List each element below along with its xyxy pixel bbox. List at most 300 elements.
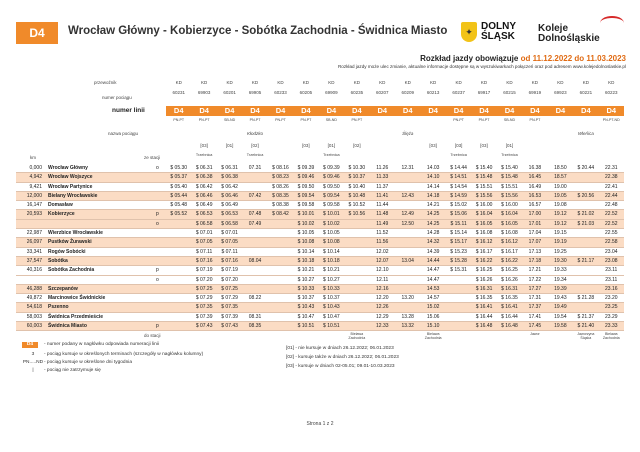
- legend-days-item: [22, 360, 132, 365]
- carrier-cell: KD: [201, 80, 208, 85]
- train-number-cell: 60215: [503, 90, 516, 95]
- line-number-cell: D4: [402, 106, 413, 115]
- time-cell: $ 10.01: [297, 211, 315, 218]
- time-cell: 19.33: [554, 267, 567, 274]
- line-number-cell: D4: [606, 106, 617, 115]
- time-cell: 23.33: [605, 323, 618, 330]
- time-cell: $ 10.08: [323, 239, 340, 246]
- time-cell: $ 10.40: [348, 183, 366, 190]
- time-cell: 17.45: [528, 323, 542, 330]
- time-cell: 14.53: [426, 285, 440, 292]
- time-cell: 23.11: [605, 276, 618, 283]
- timetable-subheader: [16, 140, 624, 164]
- time-cell: 12.16: [376, 285, 389, 292]
- time-cell: $ 16.00: [501, 202, 518, 209]
- train-number-cell: 60221: [579, 90, 593, 95]
- time-cell: $ 21.40: [577, 323, 595, 330]
- table-row: [16, 201, 624, 210]
- time-cell: $ 10.51: [323, 323, 340, 330]
- carrier-cell: KD: [328, 80, 335, 85]
- page-number: Strona 1 z 2: [306, 421, 334, 427]
- days-cell: PN-PT: [300, 118, 312, 122]
- legend-nostop-symbol: |: [32, 368, 34, 373]
- time-cell: $ 07.35: [221, 304, 238, 311]
- time-cell: $ 09.58: [323, 202, 340, 209]
- line-number-cell: D4: [428, 106, 438, 115]
- carrier-cell: KD: [582, 80, 589, 85]
- km-cell: 0,000: [29, 165, 42, 171]
- note-cell: [02]: [251, 143, 259, 148]
- time-cell: $ 07.16: [221, 257, 238, 264]
- time-cell: $ 07.05: [221, 239, 238, 246]
- train-number-cell: 60235: [350, 90, 364, 95]
- time-cell: 08.31: [248, 313, 262, 320]
- time-cell: 11.49: [376, 220, 389, 227]
- time-cell: $ 08.42: [272, 211, 289, 218]
- time-cell: 14.25: [426, 220, 440, 227]
- table-row: [16, 173, 624, 182]
- time-cell: $ 15.17: [450, 239, 467, 246]
- time-cell: $ 16.41: [475, 304, 493, 311]
- table-row: [16, 164, 624, 173]
- time-cell: $ 16.00: [475, 202, 493, 209]
- time-cell: 13.32: [401, 323, 414, 330]
- time-cell: $ 10.05: [297, 230, 315, 237]
- carrier-cell: KD: [302, 80, 310, 85]
- from-station-label: ze stacji: [144, 155, 161, 160]
- carrier-cell: KD: [379, 80, 386, 85]
- time-cell: $ 07.25: [195, 285, 213, 292]
- station-name: Marcinowice Świdnickie: [48, 295, 106, 302]
- time-cell: $ 07.43: [195, 323, 213, 330]
- time-cell: $ 08.16: [272, 165, 289, 171]
- time-cell: 11.56: [376, 239, 389, 246]
- train-number-cell: 60201: [223, 90, 236, 95]
- line-number-cell: D4: [479, 106, 489, 115]
- km-cell: 54,618: [26, 304, 42, 311]
- time-cell: $ 16.26: [475, 276, 493, 283]
- time-cell: 14.44: [426, 257, 440, 264]
- time-cell: 22.41: [605, 183, 618, 190]
- time-cell: $ 07.16: [195, 257, 213, 264]
- time-cell: $ 08.26: [272, 183, 289, 190]
- carrier-cell: KD: [455, 80, 462, 85]
- carrier-cell: KD: [251, 80, 259, 85]
- time-cell: $ 05.30: [170, 165, 188, 171]
- time-cell: 23.08: [605, 257, 618, 264]
- arrival-departure-mark: p: [156, 323, 159, 330]
- time-cell: 16.49: [528, 183, 542, 190]
- line-badge: D4: [16, 22, 58, 44]
- time-cell: 17.31: [528, 295, 542, 302]
- time-cell: 08.22: [248, 295, 262, 302]
- train-name-cell: Ślęża: [402, 131, 414, 136]
- note-cell: [01]: [225, 143, 234, 148]
- time-cell: 14.47: [426, 276, 440, 283]
- train-number-cell: 69919: [528, 90, 542, 95]
- legend-line-badge: D4: [22, 342, 38, 348]
- time-cell: $ 16.48: [475, 323, 493, 330]
- dolny-slask-logo: [461, 22, 516, 42]
- time-cell: $ 21.28: [577, 295, 595, 302]
- time-cell: $ 10.27: [323, 276, 340, 283]
- line-number-cell: D4: [377, 106, 388, 115]
- time-cell: 23.29: [605, 313, 618, 320]
- service-cell: Trzebnica: [501, 153, 518, 157]
- line-number-cell: D4: [224, 106, 235, 115]
- legend-days-symbol: PN.....ND: [22, 360, 44, 365]
- time-cell: 16.38: [528, 165, 542, 171]
- station-name: Wrocław Wojszyce: [48, 174, 93, 181]
- station-name: Sobótka: [48, 257, 68, 264]
- time-cell: $ 16.17: [475, 248, 493, 255]
- time-cell: $ 06.53: [221, 211, 238, 218]
- carrier-cell: KD: [175, 80, 182, 85]
- station-name: Świdnica Przedmieście: [48, 313, 104, 320]
- time-cell: $ 10.08: [297, 239, 315, 246]
- legend-days-text: - pociąg kursuje w określone dni tygodnia: [44, 360, 132, 365]
- time-cell: 07.49: [248, 220, 262, 227]
- time-cell: $ 05.48: [170, 202, 188, 209]
- service-cell: Trzebnica: [450, 153, 467, 157]
- time-cell: $ 09.46: [323, 174, 340, 181]
- time-cell: $ 08.23: [272, 174, 289, 181]
- time-cell: $ 16.08: [475, 230, 493, 237]
- time-cell: $ 10.47: [297, 313, 315, 320]
- train-name-cell: Wleńica: [577, 131, 594, 136]
- time-cell: $ 16.22: [501, 257, 518, 264]
- time-cell: 14.32: [426, 239, 440, 246]
- table-row: [16, 322, 624, 331]
- legend-nostop-item: [22, 368, 101, 373]
- time-cell: 17.13: [528, 248, 542, 255]
- time-cell: $ 20.56: [577, 192, 595, 199]
- time-cell: $ 15.51: [501, 183, 518, 190]
- time-cell: 22.44: [605, 192, 618, 199]
- days-cell: SB-ND: [224, 118, 236, 122]
- logo1-line2: ŚLĄSK: [481, 31, 515, 42]
- validity-notice: [338, 54, 626, 69]
- time-cell: 19.54: [554, 313, 567, 320]
- time-cell: 17.37: [528, 304, 542, 311]
- time-cell: $ 09.46: [297, 174, 315, 181]
- station-name: Domasław: [48, 202, 73, 209]
- time-cell: $ 07.29: [221, 295, 238, 302]
- table-row: [16, 313, 624, 322]
- carrier-cell: KD: [277, 80, 284, 85]
- time-cell: $ 10.14: [323, 248, 340, 255]
- km-cell: 58,003: [26, 313, 42, 320]
- time-cell: $ 09.58: [297, 202, 315, 209]
- train-number-cell: 60209: [401, 90, 414, 95]
- time-cell: $ 07.43: [221, 323, 238, 330]
- koleje-dolnoslaskie-logo: [538, 24, 600, 44]
- time-cell: 14.28: [426, 230, 440, 237]
- carrier-cell: KD: [608, 80, 615, 85]
- time-cell: 08.35: [248, 323, 262, 330]
- time-cell: 19.30: [554, 257, 567, 264]
- note-cell: [01]: [327, 143, 336, 148]
- station-name: Bielany Wrocławskie: [48, 192, 98, 199]
- time-cell: $ 07.25: [221, 285, 238, 292]
- line-number-cell: D4: [453, 106, 464, 115]
- service-cell: Trzebnica: [195, 153, 213, 157]
- time-cell: 23.04: [605, 248, 618, 255]
- time-cell: $ 16.35: [475, 295, 493, 302]
- time-cell: $ 10.56: [348, 211, 366, 218]
- time-cell: 17.21: [528, 267, 542, 274]
- time-cell: $ 07.11: [196, 248, 213, 255]
- time-cell: $ 10.43: [323, 304, 340, 311]
- km-cell: 4,942: [29, 174, 42, 181]
- time-cell: 22.38: [605, 174, 618, 181]
- time-cell: 19.08: [554, 202, 567, 209]
- time-cell: 08.04: [248, 257, 262, 264]
- time-cell: $ 10.52: [348, 202, 366, 209]
- train-number-cell: 60233: [274, 90, 287, 95]
- time-cell: $ 15.06: [450, 211, 467, 218]
- time-cell: 11.37: [376, 183, 389, 190]
- time-cell: $ 15.56: [475, 192, 493, 199]
- station-name: Pszenno: [48, 304, 69, 311]
- time-cell: $ 10.02: [323, 220, 340, 227]
- time-cell: 17.04: [528, 230, 542, 237]
- time-cell: $ 09.39: [297, 165, 315, 171]
- line-number-cell: D4: [275, 106, 286, 115]
- time-cell: $ 10.43: [297, 304, 315, 311]
- time-cell: 22.31: [605, 165, 618, 171]
- time-cell: 16.53: [528, 192, 542, 199]
- days-cell: SB-ND: [503, 118, 516, 122]
- time-cell: $ 16.44: [501, 313, 518, 320]
- km-cell: 9,421: [29, 183, 42, 190]
- time-cell: 13.20: [401, 295, 414, 302]
- time-cell: $ 10.30: [348, 165, 366, 171]
- time-cell: $ 09.54: [323, 192, 340, 199]
- station-name: Sobótka Zachodnia: [48, 267, 95, 274]
- train-number-cell: 69923: [554, 90, 567, 95]
- line-number-cell: D4: [581, 106, 591, 115]
- time-cell: $ 10.47: [323, 313, 340, 320]
- time-cell: 19.19: [554, 239, 567, 246]
- legend-nostop-text: - pociąg nie zatrzymuje się: [44, 368, 101, 373]
- time-cell: $ 16.12: [475, 239, 493, 246]
- time-cell: $ 16.08: [501, 230, 518, 237]
- time-cell: $ 16.05: [501, 220, 518, 227]
- note-cell: [03]: [429, 143, 437, 148]
- km-cell: 49,872: [26, 295, 42, 302]
- time-cell: $ 16.31: [501, 285, 518, 292]
- time-cell: $ 06.53: [195, 211, 213, 218]
- time-cell: 12.50: [401, 220, 414, 227]
- validity-prefix: Rozkład jazdy obowiązuje: [420, 54, 521, 63]
- time-cell: 19.00: [554, 183, 567, 190]
- km-cell: 37,547: [26, 257, 42, 264]
- time-cell: $ 15.51: [475, 183, 493, 190]
- validity-subtitle: Rozkład jazdy może ulec zmianie, aktualne informacje dostępne są w wyszukiwarkach połączeń oraz pod adresem www.kolejedolnoslaskie.pl: [337, 64, 626, 69]
- time-cell: $ 07.19: [195, 267, 213, 274]
- km-cell: 12,000: [26, 192, 42, 199]
- time-cell: 22.52: [605, 211, 618, 218]
- time-cell: $ 14.44: [450, 165, 467, 171]
- note-cell: [03]: [302, 143, 310, 148]
- time-cell: $ 16.35: [501, 295, 518, 302]
- time-cell: $ 21.03: [577, 220, 595, 227]
- time-cell: $ 05.37: [170, 174, 188, 181]
- time-cell: $ 21.37: [577, 313, 595, 320]
- time-cell: 12.11: [376, 276, 389, 283]
- time-cell: $ 15.48: [475, 174, 493, 181]
- time-cell: 22.55: [605, 230, 618, 237]
- service-cell: Trzebnica: [323, 153, 340, 157]
- note-cell: [02]: [353, 143, 361, 148]
- time-cell: $ 10.37: [297, 295, 315, 302]
- time-cell: $ 15.40: [475, 165, 493, 171]
- legend-dates-text: - pociąg kursuje w określonych terminach (szczegóły w nagłówku kolumny): [44, 352, 204, 357]
- arrival-departure-mark: p: [156, 211, 159, 218]
- carrier-cell: KD: [506, 80, 513, 85]
- arrival-departure-mark: o: [156, 220, 159, 227]
- time-cell: $ 15.02: [450, 202, 467, 209]
- time-cell: 14.25: [426, 211, 440, 218]
- km-label: km: [30, 155, 36, 160]
- time-cell: 19.58: [554, 323, 567, 330]
- days-cell: PN-PT: [478, 118, 490, 122]
- time-cell: $ 16.04: [475, 211, 493, 218]
- station-rows: [16, 164, 624, 331]
- table-row: [16, 303, 624, 312]
- time-cell: $ 10.02: [297, 220, 315, 227]
- days-cell: SB-ND: [325, 118, 337, 122]
- time-cell: 11.44: [376, 202, 389, 209]
- timetable-header: [16, 78, 624, 140]
- timetable: [16, 78, 624, 341]
- time-cell: $ 16.41: [501, 304, 518, 311]
- station-name: Szczepanów: [48, 285, 78, 292]
- note-cell: [01]: [505, 143, 514, 148]
- arrival-departure-mark: o: [156, 165, 159, 171]
- time-cell: $ 06.58: [195, 220, 213, 227]
- time-cell: $ 10.27: [297, 276, 315, 283]
- time-cell: 14.47: [426, 267, 440, 274]
- time-cell: $ 15.28: [450, 257, 467, 264]
- station-name: Pustków Żurawski: [48, 239, 92, 246]
- time-cell: $ 07.29: [195, 295, 213, 302]
- time-cell: $ 07.39: [195, 313, 213, 320]
- days-cell: PN-PT-ND: [602, 118, 620, 122]
- time-cell: $ 16.31: [475, 285, 493, 292]
- line-number-label: numer linii: [112, 107, 145, 114]
- days-cell: PN-PT: [351, 118, 363, 122]
- destination-cell: Jawor: [530, 332, 540, 337]
- time-cell: $ 14.59: [450, 192, 467, 199]
- train-name-label: nazwa pociągu: [108, 131, 139, 136]
- legend-note-01: [01] - nie kursuje w dniach 26.12.2022; 06.01.2023: [286, 346, 394, 351]
- station-name: Rogów Sobócki: [48, 248, 86, 255]
- time-cell: $ 16.12: [501, 239, 518, 246]
- carrier-cell: KD: [226, 80, 233, 85]
- time-cell: $ 10.21: [297, 267, 315, 274]
- table-row: [16, 238, 624, 247]
- time-cell: 14.10: [426, 174, 440, 181]
- time-cell: 14.03: [426, 165, 440, 171]
- time-cell: 19.49: [554, 304, 567, 311]
- time-cell: $ 15.14: [450, 230, 467, 237]
- time-cell: 19.43: [554, 295, 567, 302]
- time-cell: 15.10: [426, 323, 440, 330]
- time-cell: $ 06.49: [195, 202, 213, 209]
- time-cell: 18.50: [554, 165, 567, 171]
- table-row: [16, 257, 624, 266]
- legend-line-text: - numer podany w nagłówku odpowiada numeracji linii: [44, 342, 159, 347]
- time-cell: 17.18: [528, 257, 542, 264]
- time-cell: $ 10.05: [323, 230, 340, 237]
- time-cell: $ 20.44: [577, 165, 595, 171]
- time-cell: $ 10.01: [323, 211, 340, 218]
- train-number-cell: 60223: [605, 90, 618, 95]
- line-number-cell: D4: [250, 106, 260, 115]
- legend-line-item: [22, 342, 159, 348]
- table-row: [16, 285, 624, 294]
- time-cell: $ 10.33: [323, 285, 340, 292]
- time-cell: $ 07.35: [195, 304, 213, 311]
- time-cell: $ 10.51: [297, 323, 315, 330]
- line-number-cell: D4: [352, 106, 362, 115]
- carrier-label: przewoźnik: [94, 80, 117, 85]
- time-cell: 12.10: [376, 267, 389, 274]
- km-cell: 16,147: [26, 202, 42, 209]
- station-name: Wrocław Partynice: [48, 183, 93, 190]
- time-cell: 12.07: [376, 257, 389, 264]
- station-name: Wierzbice Wrocławskie: [48, 230, 103, 237]
- table-row: [16, 210, 624, 219]
- table-row: [16, 183, 624, 192]
- time-cell: 22.52: [605, 220, 618, 227]
- time-cell: 18.57: [554, 174, 567, 181]
- note-cell: [03]: [200, 143, 208, 148]
- table-row: [16, 229, 624, 238]
- km-cell: 60,003: [26, 323, 42, 330]
- days-cell: PN-PT: [173, 118, 185, 122]
- time-cell: 17.22: [528, 276, 542, 283]
- arrival-departure-mark: o: [156, 276, 159, 283]
- days-cell: PN-PT: [529, 118, 541, 122]
- destination-cell: Jaworzyna Śląska: [577, 332, 595, 341]
- time-cell: 19.12: [554, 211, 567, 218]
- time-cell: 12.31: [401, 165, 414, 171]
- time-cell: 19.25: [554, 248, 567, 255]
- logo2-line2: Dolnośląskie: [538, 33, 600, 44]
- time-cell: $ 09.54: [297, 192, 315, 199]
- time-cell: $ 15.56: [501, 192, 518, 199]
- destination-cell: Bielawa Zachodnia: [424, 332, 442, 341]
- time-cell: 19.39: [554, 285, 567, 292]
- carrier-cell: KD: [480, 80, 488, 85]
- line-number-cell: D4: [301, 106, 311, 115]
- destination-cell: Bielawa Zachodnia: [348, 332, 366, 341]
- arrival-departure-mark: p: [156, 267, 159, 274]
- time-cell: 13.28: [401, 313, 414, 320]
- time-cell: 19.05: [554, 192, 567, 199]
- time-cell: 23.16: [605, 285, 618, 292]
- train-number-cell: 60205: [299, 90, 313, 95]
- time-cell: 12.02: [376, 248, 389, 255]
- table-row: [16, 294, 624, 303]
- time-cell: $ 15.11: [450, 220, 467, 227]
- time-cell: $ 07.01: [221, 230, 238, 237]
- time-cell: $ 09.39: [323, 165, 340, 171]
- time-cell: $ 09.50: [323, 183, 340, 190]
